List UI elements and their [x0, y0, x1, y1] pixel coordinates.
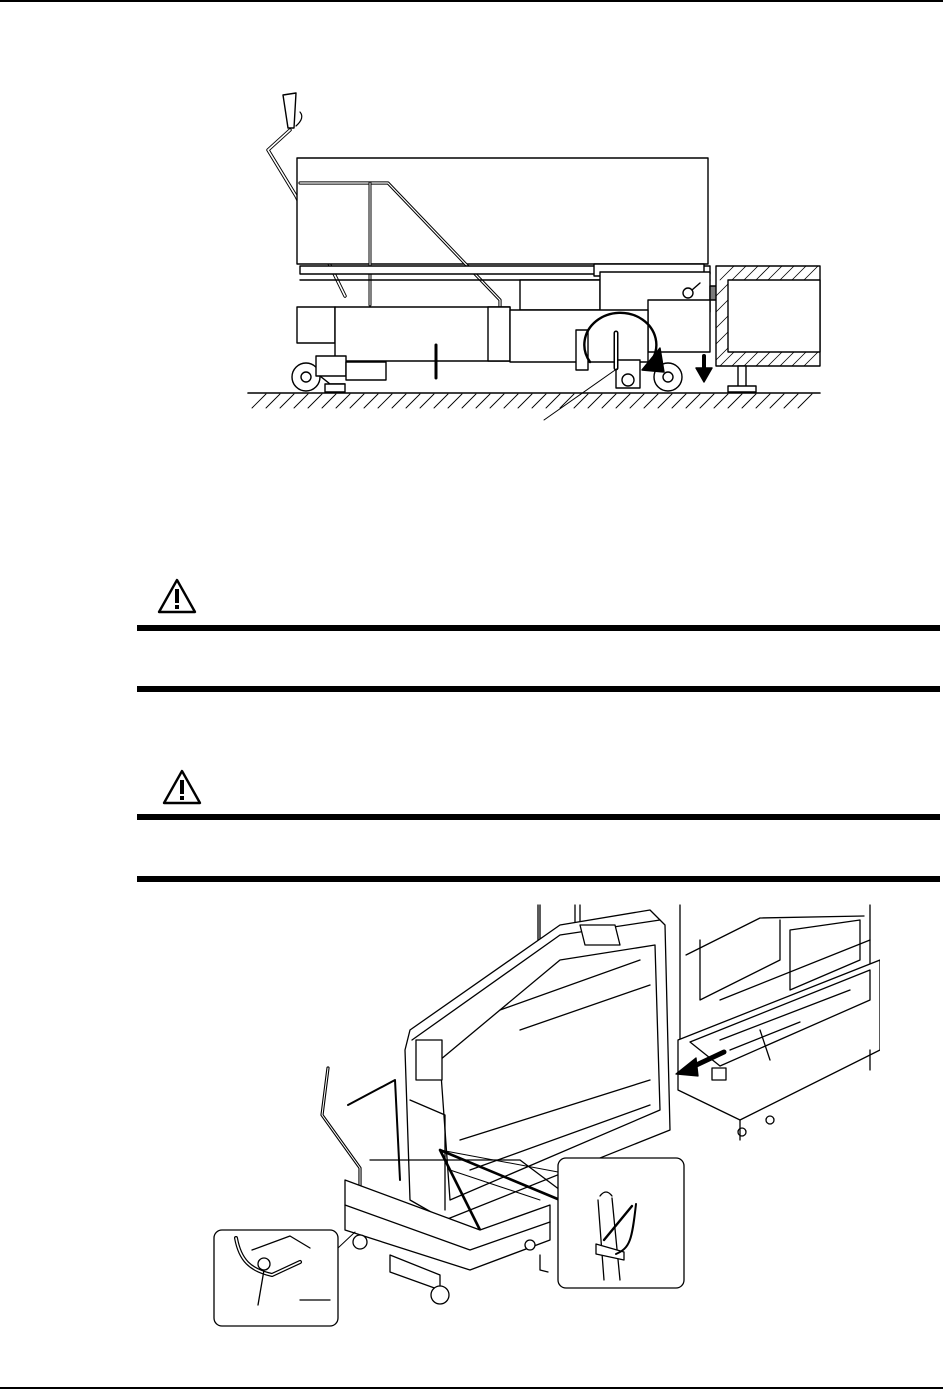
cart-side-view-figure: [240, 80, 830, 430]
caution-1-bottom-bar: [137, 686, 940, 692]
caution-1-top-bar: [137, 625, 940, 631]
warning-triangle-icon: [157, 578, 197, 614]
floor-hatch: [252, 394, 812, 408]
warning-triangle-icon: [162, 769, 202, 805]
caution-2-top-bar: [137, 814, 940, 820]
cart-perspective-figure: [210, 900, 880, 1330]
caution-2-bottom-bar: [137, 876, 940, 882]
footer-rule: [0, 1387, 943, 1389]
header-rule: [0, 0, 943, 2]
